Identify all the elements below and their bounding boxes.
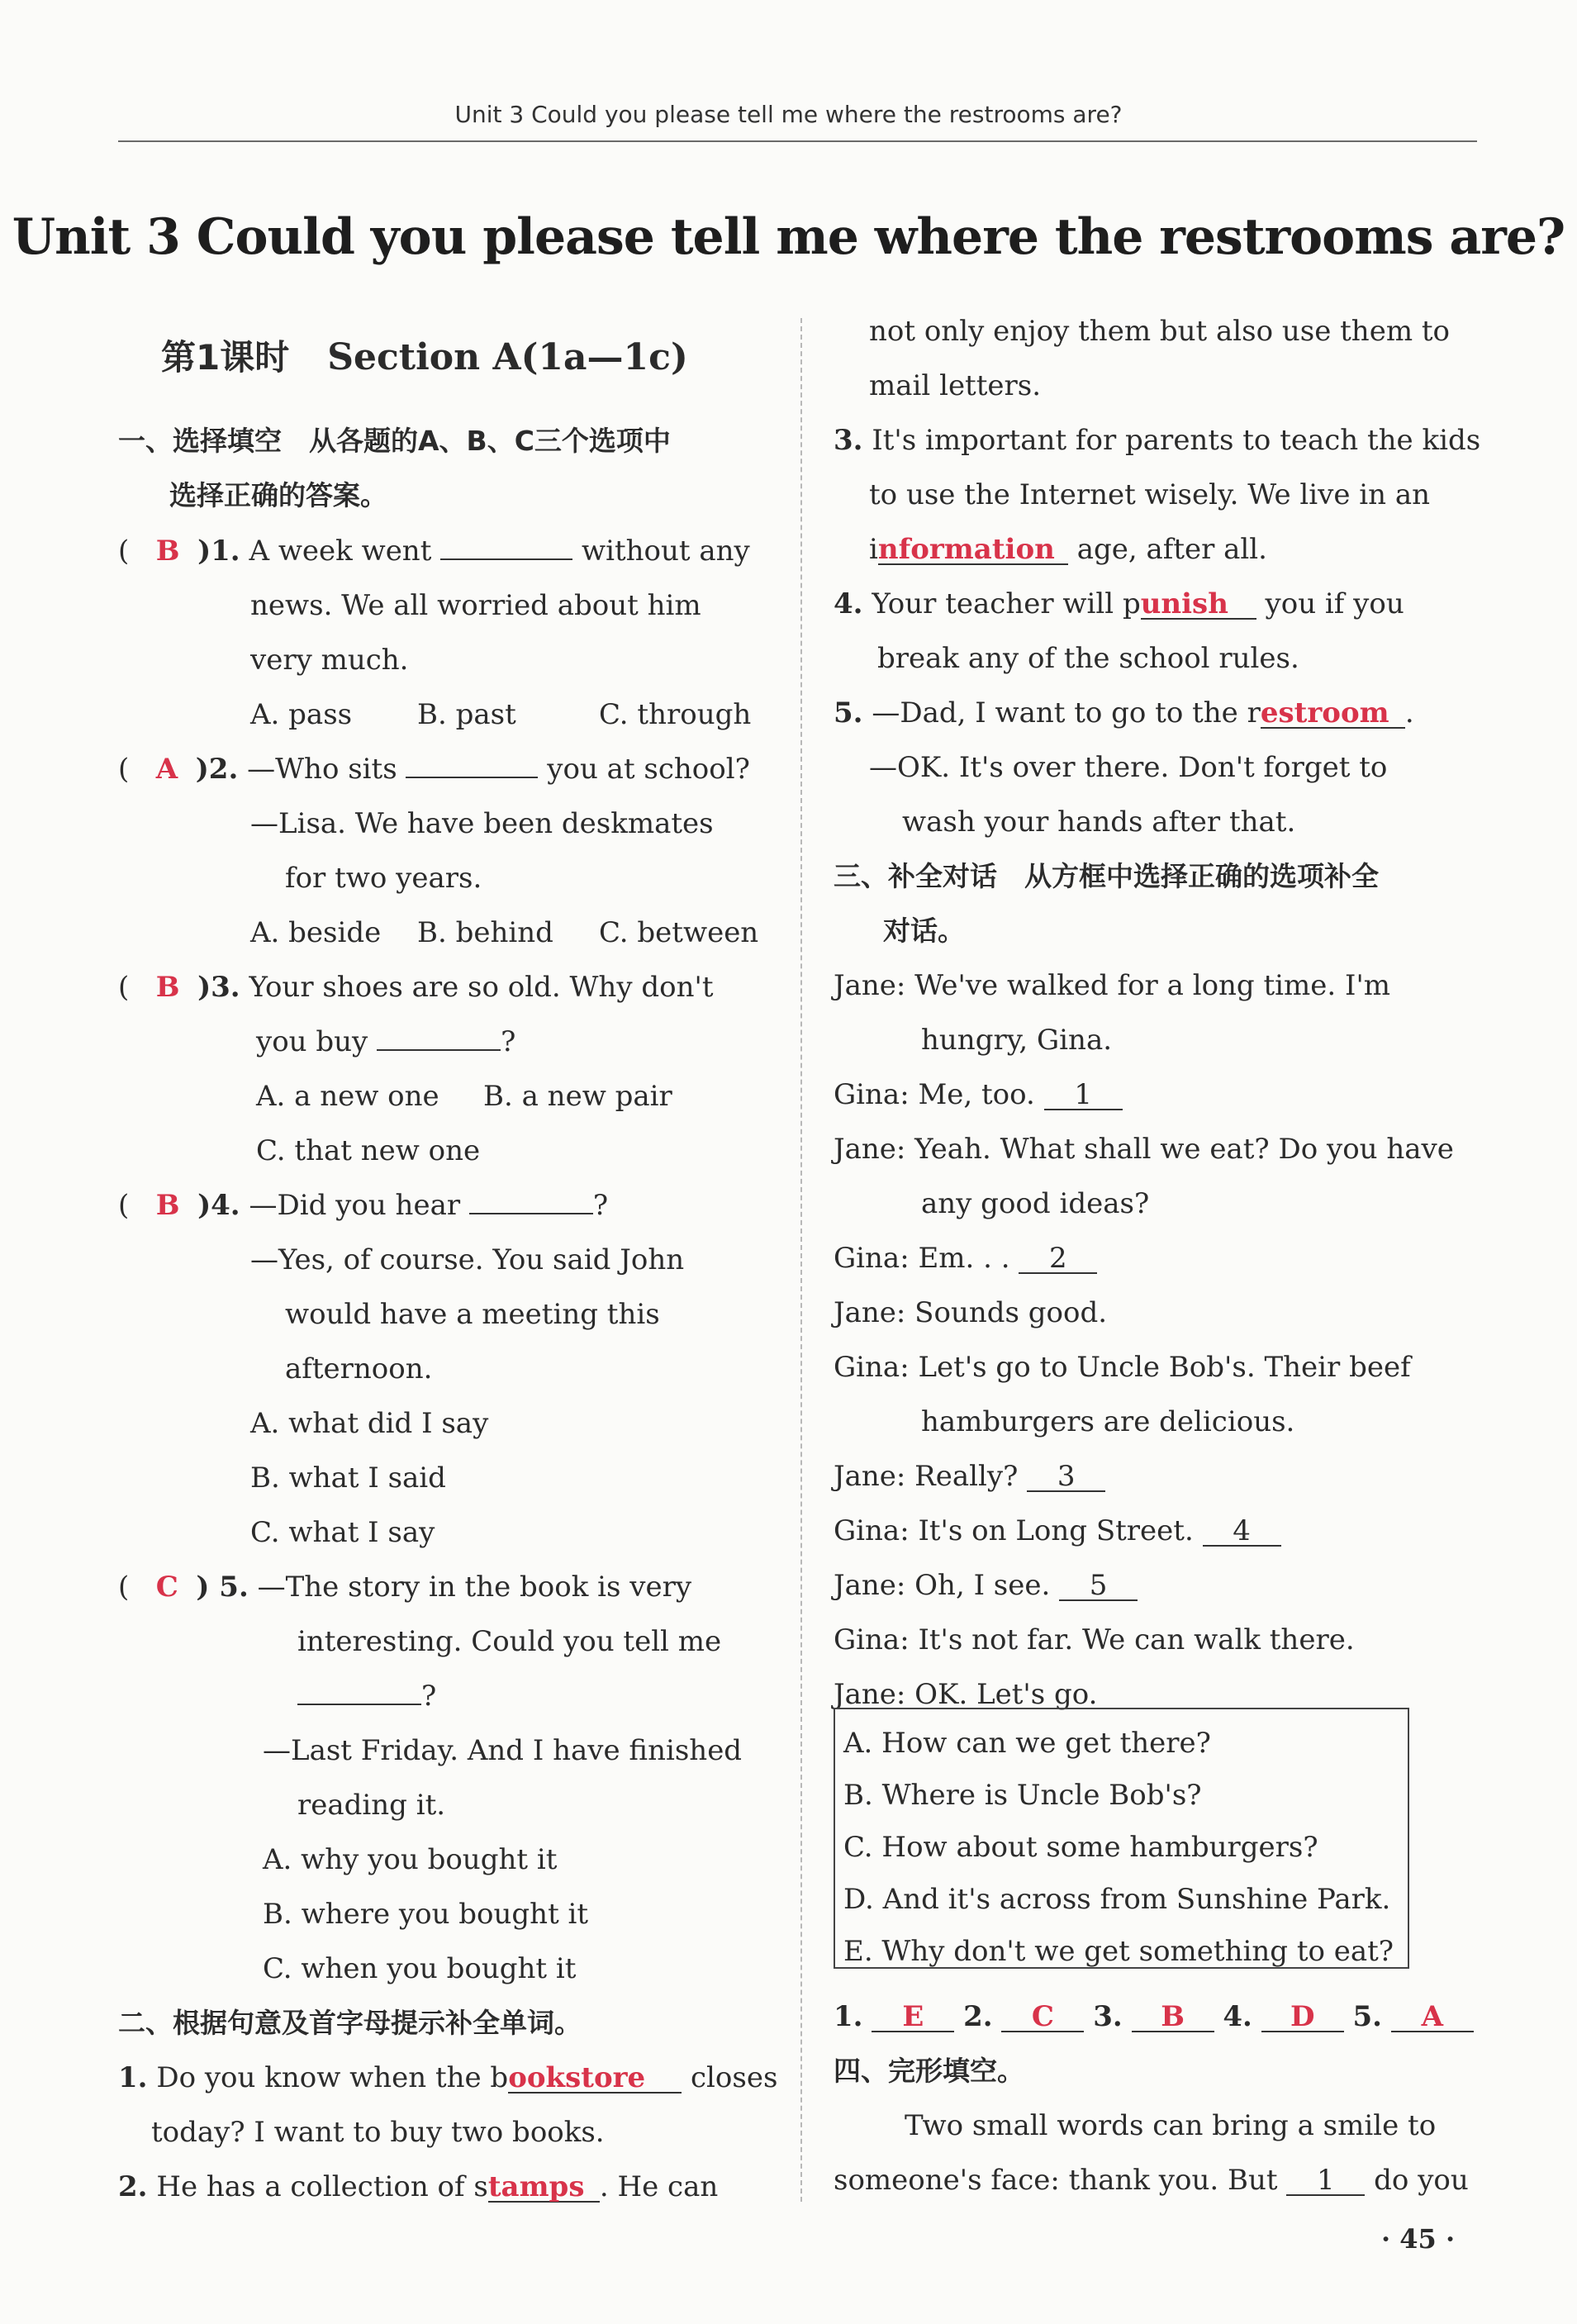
option-c: C. through [599,698,752,731]
dialogue-line: any good ideas? [921,1187,1150,1220]
question-number: )2. [195,753,239,786]
item-text: Your teacher will p [872,587,1141,620]
dialogue-line [834,1569,1138,1602]
question-text: —The story in the book is very [257,1571,692,1604]
option-item: D. And it's across from Sunshine Park. [843,1883,1391,1916]
question-2: ( A )2. —Who sits you at school? [118,753,750,786]
item-number: 5. [834,696,863,730]
question-text: —Did you hear [249,1189,461,1222]
answer-number: 5. [1352,2000,1382,2033]
item-text: today? I want to buy two books. [151,2116,605,2149]
item-text: . He can [599,2170,719,2203]
lesson-section: Section A(1a—1c) [327,336,688,378]
running-head: Unit 3 Could you please tell me where the restrooms are? [454,101,1123,128]
option-b: B. what I said [250,1461,446,1495]
part4-header: 四、完形填空。 [834,2055,1024,2087]
item-text: . [1404,696,1414,730]
question-number: )1. [197,535,240,568]
dialogue-line: Jane: We've walked for a long time. I'm [834,969,1391,1002]
cloze-text: someone's face: thank you. But [834,2164,1278,2197]
item-text: closes [691,2061,778,2094]
question-mark: ? [501,1025,516,1058]
question-mark: ? [592,1189,609,1222]
dialogue-text: Gina: Me, too. [834,1078,1035,1111]
option-b: B. a new pair [483,1080,672,1113]
answer-number: 4. [1223,2000,1252,2033]
part1-header: 一、选择填空 从各题的A、B、C三个选项中 [118,425,671,457]
item-number: 4. [834,587,863,620]
answer-field[interactable]: B [1132,2003,1214,2032]
option-a: A. pass [250,698,353,731]
question-text: —Yes, of course. You said John [250,1243,685,1276]
item-text: It's important for parents to teach the kids [872,424,1481,457]
word-item-4 [834,587,1404,620]
dialogue-line [834,1078,1123,1111]
dialogue-line: hamburgers are delicious. [921,1405,1295,1438]
word-item-3 [834,424,1480,457]
cloze-blank-1[interactable]: 1 [1286,2166,1365,2196]
word-item-2 [118,2170,718,2203]
dialogue-line [834,1242,1097,1275]
dialogue-blank-2[interactable]: 2 [1019,1244,1097,1274]
dialogue-blank-1[interactable]: 1 [1044,1081,1123,1110]
answer-field[interactable]: estroom [1261,699,1405,729]
item-text: break any of the school rules. [877,642,1299,675]
answer-row [834,2000,1474,2033]
answer-field[interactable]: ookstore [508,2064,682,2094]
answer-field[interactable]: E [872,2003,954,2032]
lesson-heading [161,337,688,378]
question-text: for two years. [285,862,482,895]
dialogue-text: Jane: Really? [834,1460,1019,1493]
item-number: 3. [834,424,863,457]
option-c: C. when you bought it [263,1952,577,1985]
answer-number: 2. [963,2000,993,2033]
answer-1: B [155,535,180,568]
item-number: 1. [118,2061,148,2094]
option-a: A. what did I say [250,1407,489,1440]
question-text [297,1680,436,1713]
answer-5: C [155,1571,178,1604]
word-item-1 [118,2061,777,2094]
question-text: would have a meeting this [285,1298,660,1331]
option-c: C. that new one [256,1134,481,1167]
dialogue-blank-5[interactable]: 5 [1059,1571,1138,1601]
question-number: ) 5. [196,1571,249,1604]
answer-2: A [155,753,178,786]
answer-field[interactable]: tamps [488,2173,600,2203]
item-text [869,533,1267,566]
unit-title: Unit 3 Could you please tell me where the restrooms are? [12,208,1565,266]
answer-blank[interactable] [440,558,572,560]
dialogue-line [834,1460,1105,1493]
question-text: without any [582,535,750,568]
dialogue-text: Gina: It's on Long Street. [834,1514,1194,1547]
item-text: not only enjoy them but also use them to [869,315,1451,348]
part1-header-cont: 选择正确的答案。 [169,479,387,511]
dialogue-line [834,1514,1281,1547]
option-b: B. where you bought it [263,1898,589,1931]
item-text: —Dad, I want to go to the r [872,696,1261,730]
dialogue-blank-4[interactable]: 4 [1203,1517,1281,1547]
option-c: C. between [599,916,759,949]
item-text: wash your hands after that. [902,806,1296,839]
cloze-text: Two small words can bring a smile to [905,2109,1437,2142]
question-1: ( B )1. A week went without any [118,535,750,568]
dialogue-line: Jane: Yeah. What shall we eat? Do you have [834,1133,1454,1166]
answer-blank[interactable] [297,1704,421,1705]
question-text: —Who sits [247,753,397,786]
question-text: A week went [249,535,432,568]
option-a: A. why you bought it [263,1843,558,1876]
lesson-label: 第1课时 [161,337,290,378]
answer-3: B [155,971,180,1004]
option-b: B. behind [417,916,553,949]
header-rule [118,140,1477,142]
item-text: —OK. It's over there. Don't forget to [869,751,1388,784]
word-item-5 [834,696,1414,730]
dialogue-blank-3[interactable]: 3 [1027,1462,1105,1492]
question-number: )3. [197,971,240,1004]
column-divider [800,318,802,2202]
question-text: afternoon. [285,1352,433,1385]
question-text: very much. [250,644,409,677]
option-c: C. what I say [250,1516,435,1549]
option-b: B. past [417,698,516,731]
dialogue-text: Gina: Em. . . [834,1242,1010,1275]
dialogue-line: Gina: Let's go to Uncle Bob's. Their beef [834,1351,1411,1384]
item-text: i [869,533,878,566]
answer-blank[interactable] [406,777,538,778]
question-text: you buy [256,1025,368,1058]
item-text: to use the Internet wisely. We live in an [869,478,1431,511]
question-mark: ? [421,1680,437,1713]
option-item: A. How can we get there? [843,1727,1211,1760]
item-text: He has a collection of s [156,2170,488,2203]
part3-header-cont: 对话。 [883,915,965,947]
page-number: · 45 · [1381,2223,1456,2255]
item-text: Do you know when the b [156,2061,509,2094]
question-text [256,1025,515,1058]
part3-header: 三、补全对话 从方框中选择正确的选项补全 [834,860,1379,892]
option-a: A. a new one [256,1080,439,1113]
item-text: age, after all. [1076,533,1267,566]
answer-blank[interactable] [469,1213,593,1214]
question-text: reading it. [297,1789,446,1822]
part2-header: 二、根据句意及首字母提示补全单词。 [118,2007,582,2039]
question-3: ( B )3. Your shoes are so old. Why don't [118,971,714,1004]
option-item: C. How about some hamburgers? [843,1831,1318,1864]
answer-field[interactable]: C [1001,2003,1084,2032]
answer-blank[interactable] [377,1049,501,1051]
item-text: mail letters. [869,369,1042,402]
answer-number: 3. [1093,2000,1123,2033]
question-text: news. We all worried about him [250,589,701,622]
item-number: 2. [118,2170,148,2203]
option-item: E. Why don't we get something to eat? [843,1935,1394,1968]
dialogue-line: Jane: OK. Let's go. [834,1678,1098,1711]
answer-field[interactable]: A [1391,2003,1474,2032]
question-text: —Lisa. We have been deskmates [250,807,714,840]
answer-4: B [155,1189,180,1222]
cloze-text [834,2164,1469,2197]
option-a: A. beside [250,916,382,949]
item-text: you if you [1265,587,1404,620]
answer-field[interactable]: unish [1141,590,1256,620]
cloze-text: do you [1374,2164,1469,2197]
question-text: interesting. Could you tell me [297,1625,722,1658]
answer-number: 1. [834,2000,863,2033]
question-text: you at school? [547,753,750,786]
question-5: ( C ) 5. —The story in the book is very [118,1571,692,1604]
answer-field[interactable]: D [1261,2003,1344,2032]
dialogue-text: Jane: Oh, I see. [834,1569,1051,1602]
dialogue-line: hungry, Gina. [921,1024,1113,1057]
dialogue-line: Gina: It's not far. We can walk there. [834,1623,1355,1656]
question-text: Your shoes are so old. Why don't [249,971,714,1004]
answer-field[interactable]: nformation [878,535,1068,565]
question-4: ( B )4. —Did you hear ? [118,1189,609,1222]
option-item: B. Where is Uncle Bob's? [843,1779,1202,1812]
question-text: —Last Friday. And I have finished [263,1734,743,1767]
question-number: )4. [197,1189,240,1222]
dialogue-line: Jane: Sounds good. [834,1296,1108,1329]
